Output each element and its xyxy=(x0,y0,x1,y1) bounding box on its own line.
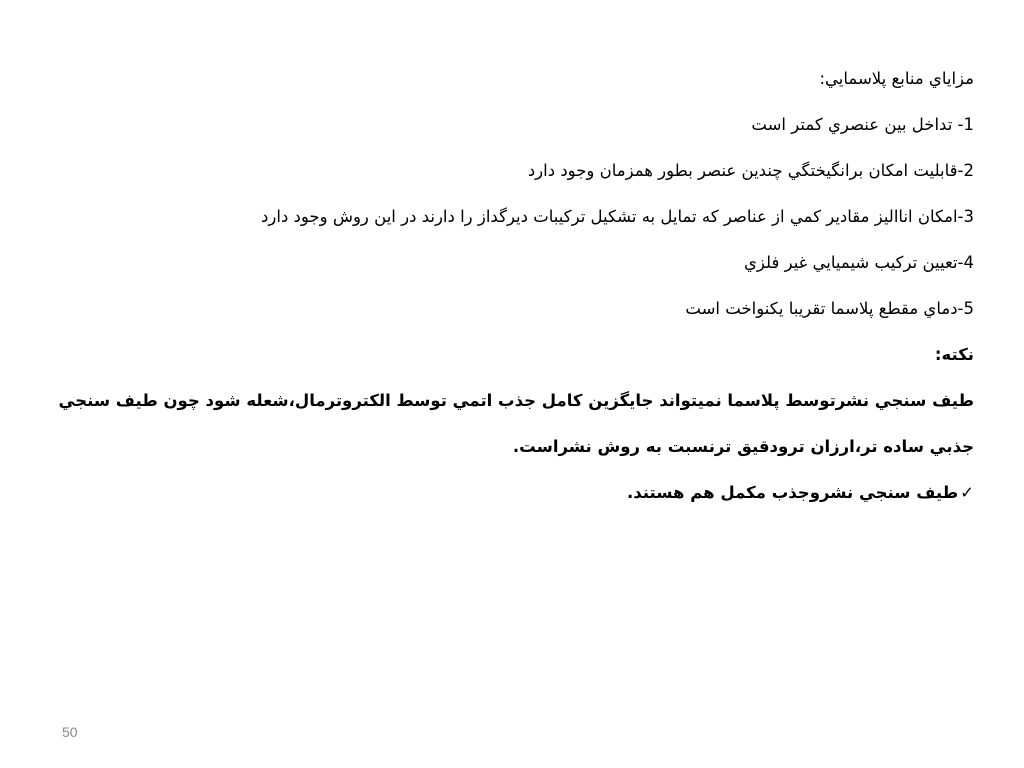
check-item-text: طيف سنجي نشروجذب مكمل هم هستند. xyxy=(626,483,959,502)
point-5: 5-دماي مقطع پلاسما تقريبا يكنواخت است xyxy=(685,299,974,318)
note-line-2: جذبي ساده تر،ارزان ترودقيق ترنسبت به روش نشراست. xyxy=(512,437,974,456)
page-number: 50 xyxy=(62,724,78,740)
note-label: نكته: xyxy=(934,345,974,364)
check-item xyxy=(94,470,974,516)
point-4: 4-تعيين تركيب شيميايي غير فلزي xyxy=(743,253,974,272)
note-line-1: طيف سنجي نشرتوسط پلاسما نميتواند جايگزين كامل جذب اتمي توسط الكتروترمال،شعله شود چون طيف سنجي xyxy=(58,391,974,410)
point-3: 3-امكان انااليز مقادير كمي از عناصر كه تمايل به تشكيل تركيبات ديرگداز را دارند در اين روش وجود دارد xyxy=(261,207,974,226)
slide-content xyxy=(58,56,974,516)
check-icon: ✓ xyxy=(960,483,974,502)
point-2: 2-قابليت امكان برانگيختگي چندين عنصر بطور همزمان وجود دارد xyxy=(527,161,974,180)
point-1: 1- تداخل بين عنصري كمتر است xyxy=(751,115,974,134)
heading-advantages: مزاياي منابع پلاسمايي: xyxy=(819,69,974,88)
